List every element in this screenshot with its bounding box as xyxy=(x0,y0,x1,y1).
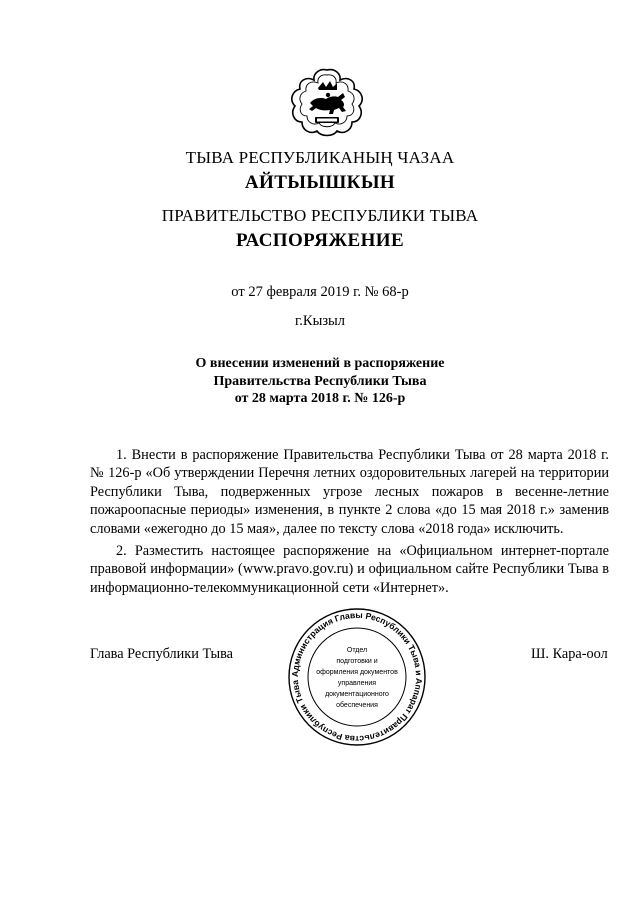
official-stamp xyxy=(286,606,428,748)
stamp-line-1: Отдел xyxy=(346,647,368,654)
stamp-line-3: оформления документов xyxy=(316,669,398,676)
stamp-ring-text xyxy=(290,610,424,744)
stamp-line-2: подготовки и xyxy=(336,658,378,665)
signatory-name: Ш. Кара-оол xyxy=(531,646,608,662)
org-name-russian: ПРАВИТЕЛЬСТВО РЕСПУБЛИКИ ТЫВА xyxy=(161,206,479,225)
body-paragraph-2 xyxy=(90,542,609,597)
body-paragraph-2-text: 2. Разместить настоящее распоряжение на «Официальном интернет-портале правовой информации» (www.pravo.gov.ru) и официальном сайте Республики Тыва в информационно-телекоммуникационной сети «Интернет». xyxy=(90,543,609,596)
body-paragraph-1 xyxy=(90,446,609,538)
stamp-line-4: управления xyxy=(337,680,377,687)
subject-line-2: Правительства Республики Тыва xyxy=(213,373,427,389)
body-paragraph-1-text: 1. Внести в распоряжение Правительства Республики Тыва от 28 марта 2018 г. № 126-р «Об утверждении Перечня летних оздоровительных лагерей на территории Республики Тыва, подверженных угрозе лесных пожаров в весенне-летние пожароопасные периоды» изменения, в пункте 2 слова «до 15 мая 2018 г.» заменив словами «ежегодно до 15 мая», далее по тексту слова «2018 года» исключить. xyxy=(90,447,609,537)
stamp-line-6: обеспечения xyxy=(336,702,378,709)
document-date-number: от 27 февраля 2019 г. № 68-р xyxy=(231,284,409,300)
stamp-line-5: документационного xyxy=(325,691,389,698)
signatory-title: Глава Республики Тыва xyxy=(90,646,233,662)
doc-type-russian: РАСПОРЯЖЕНИЕ xyxy=(235,230,405,251)
subject-line-1: О внесении изменений в распоряжение xyxy=(195,356,445,371)
org-name-tuvan: ТЫВА РЕСПУБЛИКАНЫҢ ЧАЗАА xyxy=(185,148,455,167)
document-subject xyxy=(0,355,640,408)
document-city: г.Кызыл xyxy=(294,313,346,329)
stamp-ring-text-path: Администрация Главы Республики Тыва и Аппарат Правительства Республики Тыва xyxy=(289,609,425,745)
tuva-coat-of-arms-icon xyxy=(288,66,366,138)
doc-type-tuvan: АЙТЫЫШКЫН xyxy=(244,172,396,193)
subject-line-3: от 28 марта 2018 г. № 126-р xyxy=(234,391,406,406)
